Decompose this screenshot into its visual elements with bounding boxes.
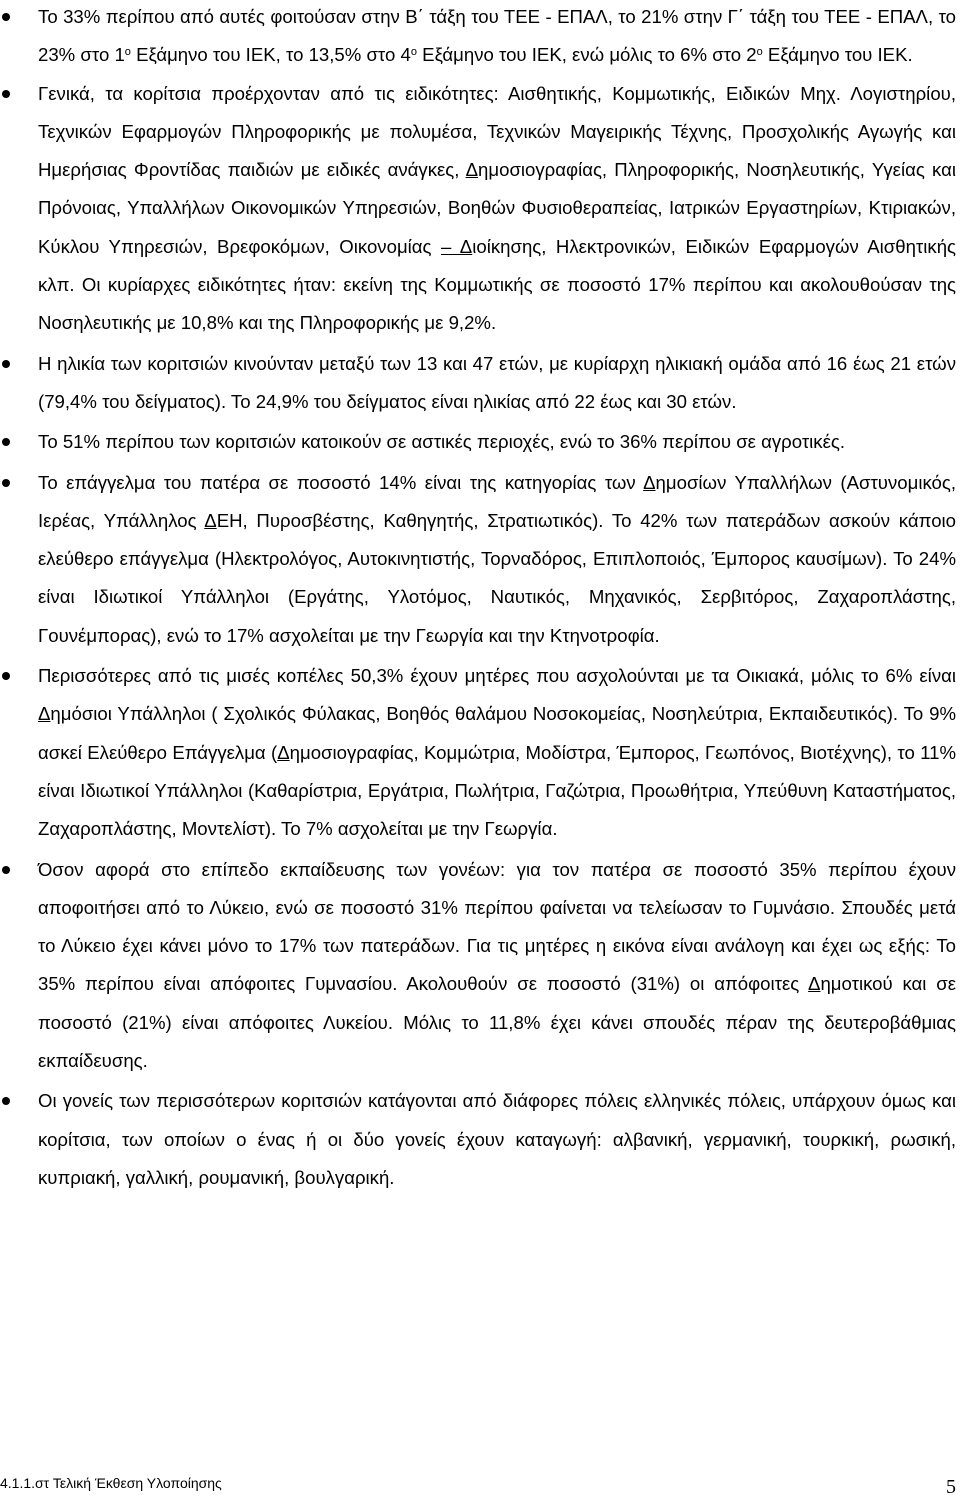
list-item bbox=[0, 464, 960, 655]
bullet-icon bbox=[2, 438, 10, 446]
list-item-text: Οι γονείς των περισσότερων κοριτσιών κατάγονται από διάφορες πόλεις ελληνικές πόλεις, υπάρχουν όμως και κορίτσια, των οποίων ο ένας ή οι δύο γονείς έχουν καταγωγή: αλβανική, γερμανική, τουρκική, ρωσική, κυπριακή, γαλλική, ρουμανική, βουλγαρική. bbox=[38, 1090, 956, 1188]
list-item-text: Το επάγγελμα του πατέρα σε ποσοστό 14% είναι της κατηγορίας των Δημοσίων Υπαλλήλων (Αστυνομικός, Ιερέας, Υπάλληλος ΔΕΗ, Πυροσβέστης, Καθηγητής, Στρατιωτικός). Το 42% των πατεράδων ασκούν κάποιο ελεύθερο επάγγελμα (Ηλεκτρολόγος, Αυτοκινητιστής, Τορναδόρος, Επιπλοποιός, Έμπορος καυσίμων). Το 24% είναι Ιδιωτικοί Υπάλληλοι (Εργάτης, Υλοτόμος, Ναυτικός, Μηχανικός, Σερβιτόρος, Ζαχαροπλάστης, Γουνέμπορας), ενώ το 17% ασχολείται με την Γεωργία και την Κτηνοτροφία. bbox=[38, 471, 957, 646]
list-item bbox=[0, 345, 960, 422]
list-item bbox=[0, 75, 960, 343]
list-item bbox=[0, 1082, 960, 1197]
list-item-text: Όσον αφορά στο επίπεδο εκπαίδευσης των γονέων: για τον πατέρα σε ποσοστό 35% περίπου έχουν αποφοιτήσει από το Λύκειο, ενώ σε ποσοστό 31% περίπου φαίνεται να τελείωσαν το Γυμνάσιο. Σπουδές μετά το Λύκειο έχει κάνει μόνο το 17% των πατεράδων. Για τις μητέρες η εικόνα είναι ανάλογη και έχει ως εξής: Το 35% περίπου είναι απόφοιτες Γυμνασίου. Ακολουθούν σε ποσοστό (31%) οι απόφοιτες Δημοτικού και σε ποσοστό (21%) είναι απόφοιτες Λυκείου. Μόλις το 11,8% έχει κάνει σπουδές πέραν της δευτεροβάθμιας εκπαίδευσης. bbox=[38, 858, 957, 1072]
footer-document-title: 4.1.1.στ Τελική Έκθεση Υλοποίησης bbox=[0, 1475, 222, 1491]
bullet-icon bbox=[2, 866, 10, 874]
list-item bbox=[0, 657, 960, 848]
list-item-text: Το 33% περίπου από αυτές φοιτούσαν στην Β΄ τάξη του ΤΕΕ - ΕΠΑΛ, το 21% στην Γ΄ τάξη του ΤΕΕ - ΕΠΑΛ, το 23% στο $1^o$ Εξάμηνο του ΙΕΚ, το 13,5% στο $4^o$ Εξάμηνο του ΙΕΚ, ενώ μόλις το 6% στο $2^o$ Εξάμηνο του ΙΕΚ. bbox=[38, 6, 956, 66]
list-item-text: Γενικά, τα κορίτσια προέρχονταν από τις ειδικότητες: Αισθητικής, Κομμωτικής, Ειδικών Μηχ. Λογιστηρίου, Τεχνικών Εφαρμογών Πληροφορικής με πολυμέσα, Τεχνικών Μαγειρικής Τέχνης, Προσχολικής Αγωγής και Ημερήσιας Φροντίδας παιδιών με ειδικές ανάγκες, Δημοσιογραφίας, Πληροφορικής, Νοσηλευτικής, Υγείας και Πρόνοιας, Υπαλλήλων Οικονομικών Υπηρεσιών, Βοηθών Φυσιοθεραπείας, Ιατρικών Εργαστηρίων, Κτιριακών, Κύκλου Υπηρεσιών, Βρεφοκόμων, Οικονομίας – Διοίκησης, Ηλεκτρονικών, Ειδικών Εφαρμογών Αισθητικής κλπ. Οι κυρίαρχες ειδικότητες ήταν: εκείνη της Κομμωτικής σε ποσοστό 17% περίπου και ακολουθούσαν της Νοσηλευτικής με 10,8% και της Πληροφορικής με 9,2%. bbox=[38, 82, 956, 334]
list-item bbox=[0, 423, 960, 461]
list-item-text: Περισσότερες από τις μισές κοπέλες 50,3% έχουν μητέρες που ασχολούνται με τα Οικιακά, μόλις το 6% είναι Δημόσιοι Υπάλληλοι ( Σχολικός Φύλακας, Βοηθός θαλάμου Νοσοκομείας, Νοσηλεύτρια, Εκπαιδευτικός). Το 9% ασκεί Ελεύθερο Επάγγελμα (Δημοσιογραφίας, Κομμώτρια, Μοδίστρα, Έμπορος, Γεωπόνος, Βιοτέχνης), το 11% είναι Ιδιωτικοί Υπάλληλοι (Καθαρίστρια, Εργάτρια, Πωλήτρια, Γαζώτρια, Προωθήτρια, Υπεύθυνη Καταστήματος, Ζαχαροπλάστης, Μοντελίστ). Το 7% ασχολείται με την Γεωργία. bbox=[38, 665, 956, 840]
bullet-icon bbox=[2, 672, 10, 680]
list-item-text: Η ηλικία των κοριτσιών κινούνταν μεταξύ των 13 και 47 ετών, με κυρίαρχη ηλικιακή ομάδα από 16 έως 21 ετών (79,4% του δείγματος). Το 24,9% του δείγματος είναι ηλικίας από 22 έως και 30 ετών. bbox=[38, 352, 956, 412]
bullet-icon bbox=[2, 479, 10, 487]
list-item bbox=[0, 0, 960, 75]
bullet-icon bbox=[2, 90, 10, 98]
bullet-icon bbox=[2, 360, 10, 368]
list-item bbox=[0, 851, 960, 1081]
page-number: 5 bbox=[946, 1476, 956, 1498]
list-item-text: Το 51% περίπου των κοριτσιών κατοικούν σε αστικές περιοχές, ενώ το 36% περίπου σε αγροτικές. bbox=[38, 431, 846, 453]
bullet-icon bbox=[2, 13, 10, 21]
bullet-icon bbox=[2, 1097, 10, 1105]
